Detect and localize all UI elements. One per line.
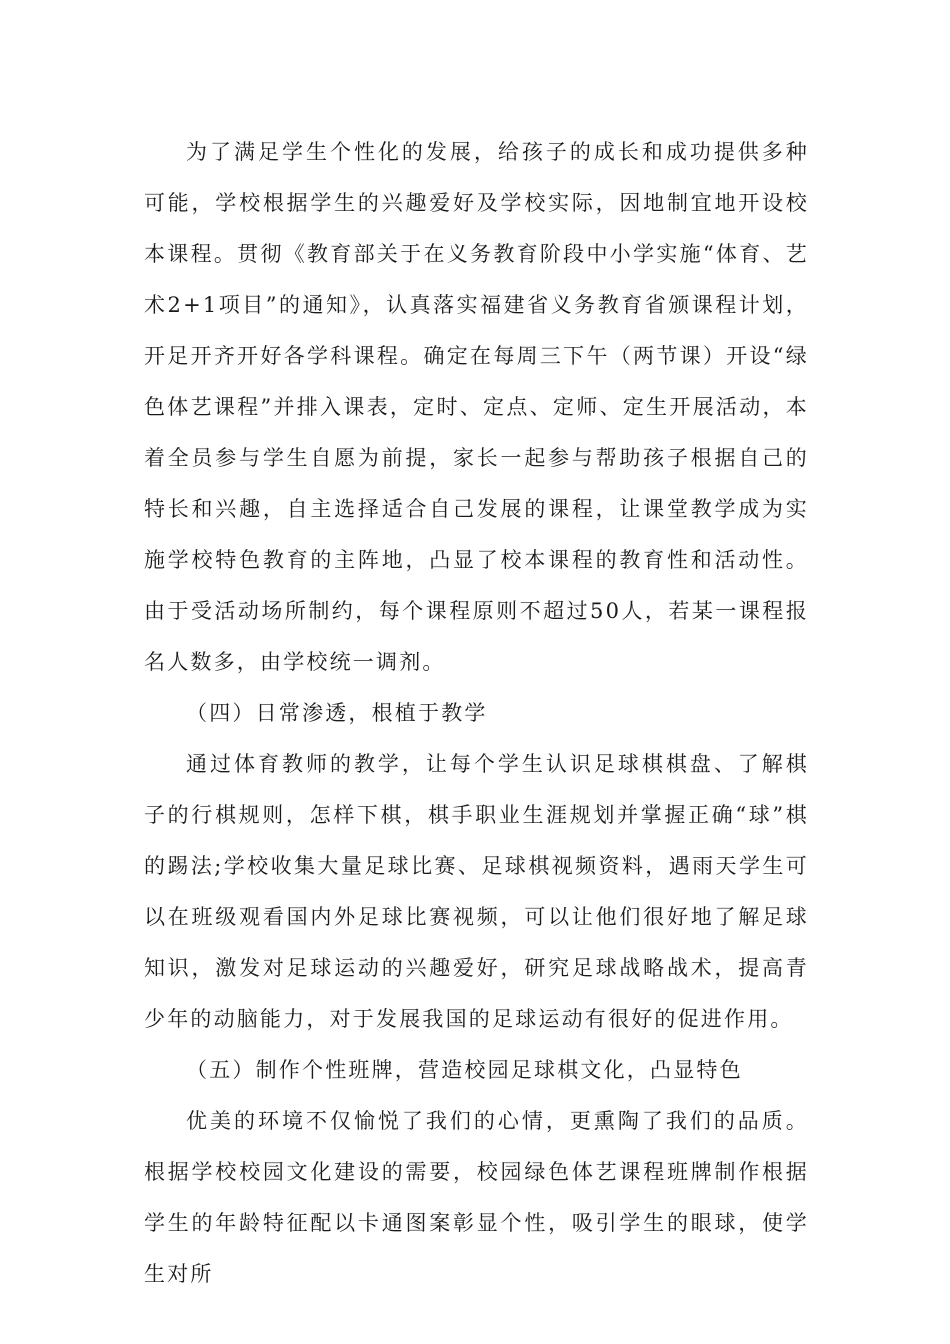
document-body [144,127,809,1300]
section-heading-class-signs: （五）制作个性班牌，营造校园足球棋文化，凸显特色 [186,1058,743,1082]
paragraph-pe-teaching: 通过体育教师的教学，让每个学生认识足球棋棋盘、了解棋子的行棋规则，怎样下棋，棋手职业生涯规划并掌握正确“球”棋的踢法;学校收集大量足球比赛、足球棋视频资料，遇雨天学生可以在班级观看国内外足球比赛视频，可以让他们很好地了解足球知识，激发对足球运动的兴趣爱好，研究足球战略战术，提高青少年的动脑能力，对于发展我国的足球运动有很好的促进作用。 [144,752,809,1031]
section-heading-daily-teaching: （四）日常渗透，根植于教学 [186,701,488,725]
paragraph-school-curriculum: 为了满足学生个性化的发展，给孩子的成长和成功提供多种可能，学校根据学生的兴趣爱好及学校实际，因地制宜地开设校本课程。贯彻《教育部关于在义务教育阶段中小学实施“体育、艺术2+1项目”的通知》，认真落实福建省义务教育省颁课程计划，开足开齐开好各学科课程。确定在每周三下午（两节课）开设“绿色体艺课程”并排入课表，定时、定点、定师、定生开展活动，本着全员参与学生自愿为前提，家长一起参与帮助孩子根据自己的特长和兴趣，自主选择适合自己发展的课程，让课堂教学成为实施学校特色教育的主阵地，凸显了校本课程的教育性和活动性。由于受活动场所制约，每个课程原则不超过50人，若某一课程报名人数多，由学校统一调剂。 [144,140,809,674]
paragraph-campus-environment: 优美的环境不仅愉悦了我们的心情，更熏陶了我们的品质。根据学校校园文化建设的需要，校园绿色体艺课程班牌制作根据学生的年龄特征配以卡通图案彰显个性，吸引学生的眼球，使学生对所 [144,1109,809,1286]
